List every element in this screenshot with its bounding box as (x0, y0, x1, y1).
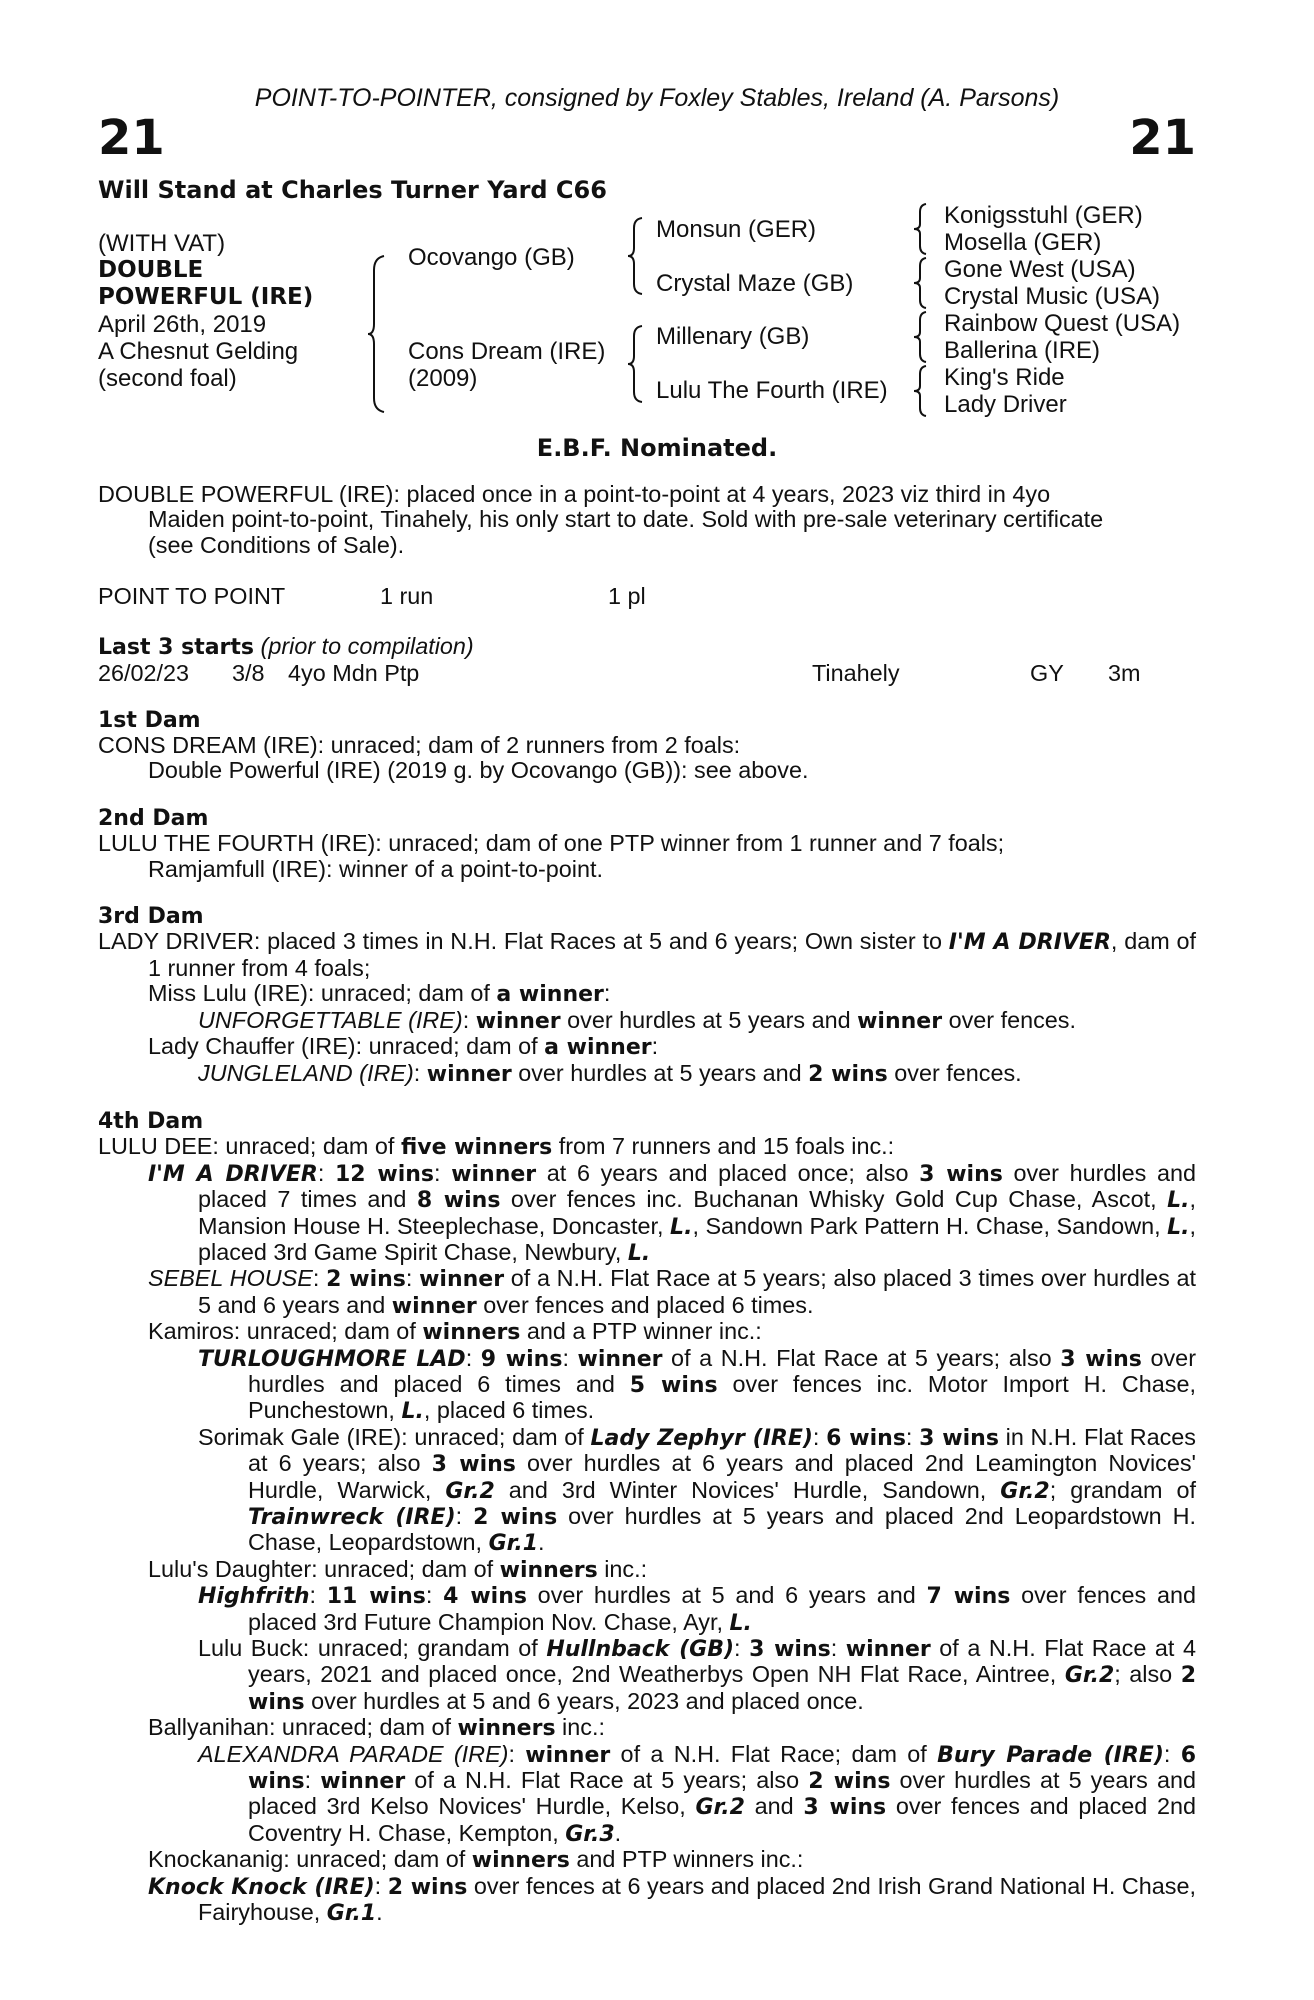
pedigree-sire: Ocovango (GB) (408, 244, 575, 271)
horse-name-line2: POWERFUL (IRE) (98, 284, 314, 310)
dam4-text: LULU DEE: unraced; dam of five winners from 7 runners and 15 foals inc.: (98, 1133, 895, 1161)
dam3-unforgettable: UNFORGETTABLE (IRE): winner over hurdles at 5 years and winner over fences. (198, 1006, 1076, 1034)
g-brace-1 (914, 202, 928, 256)
dam4-title: 4th Dam (98, 1108, 204, 1134)
dam4-im-a-driver: I'M A DRIVER: 12 wins: winner at 6 years and placed once; also 3 wins over hurdles and placed 7 times and 8 wins over fences inc. Buchanan Whisky Gold Cup Chase, Ascot, L., Mansion House H. Steeplechase, Doncaster, L., Sandown Park Pattern H. Chase, Sandown, L., placed 3rd Game Spirit Chase, Newbury, L. (148, 1159, 1196, 1266)
summary-line1: DOUBLE POWERFUL (IRE): placed once in a point-to-point at 4 years, 2023 viz third in 4yo (98, 481, 1051, 507)
last-start-row (98, 661, 1196, 686)
start-race: 4yo Mdn Ptp (288, 659, 420, 686)
horse-name-line1: DOUBLE (98, 257, 204, 283)
dam3-text: LADY DRIVER: placed 3 times in N.H. Flat Races at 5 and 6 years; Own sister to I'M A DRIVER, dam of 1 runner from 4 foals; (98, 928, 1196, 981)
dam4-highfrith: Highfrith: 11 wins: 4 wins over hurdles at 5 and 6 years and 7 wins over fences and placed 3rd Future Champion Nov. Chase, Ayr, L. (198, 1582, 1196, 1636)
pedigree-g1: Konigsstuhl (GER) (944, 202, 1143, 229)
dam3-jungleland: JUNGLELAND (IRE): winner over hurdles at 5 years and 2 wins over fences. (198, 1059, 1022, 1087)
start-course: Tinahely (812, 659, 900, 686)
pedigree-g3: Gone West (USA) (944, 256, 1136, 283)
vat-note: (WITH VAT) (98, 230, 226, 257)
consignment-header: POINT-TO-POINTER, consigned by Foxley Stables, Ireland (A. Parsons) (254, 84, 1060, 112)
stand-location: Will Stand at Charles Turner Yard C66 (98, 176, 607, 204)
g-brace-2 (914, 256, 928, 310)
pedigree-g7: King's Ride (944, 364, 1065, 391)
dam4-turloughmore-lad: TURLOUGHMORE LAD: 9 wins: winner of a N.H. Flat Race at 5 years; also 3 wins over hurdles and placed 6 times and 5 wins over fences inc. Motor Import H. Chase, Punchestown, L., placed 6 times. (198, 1344, 1197, 1425)
dam1-produce: Double Powerful (IRE) (2019 g. by Ocovango (GB)): see above. (148, 757, 809, 784)
dam3-lady-chauffer: Lady Chauffer (IRE): unraced; dam of a winner: (148, 1033, 659, 1061)
pedigree-dam-year: (2009) (408, 365, 478, 392)
dam4-sorimak-gale: Sorimak Gale (IRE): unraced; dam of Lady Zephyr (IRE): 6 wins: 3 wins in N.H. Flat Races at 6 years; also 3 wins over hurdles at 6 years and placed 2nd Leamington Novices' Hurdle, Warwick, Gr.2 and 3rd Winter Novices' Hurdle, Sandown, Gr.2; grandam of Trainwreck (IRE): 2 wins over hurdles at 5 years and placed 2nd Leopardstown H. Chase, Leopardstown, Gr.1. (198, 1423, 1197, 1557)
dam1-title: 1st Dam (98, 707, 201, 733)
g-brace-3 (914, 310, 928, 364)
dam1-text: CONS DREAM (IRE): unraced; dam of 2 runners from 2 foals: (98, 732, 741, 759)
record-label: POINT TO POINT (98, 583, 286, 610)
record-runs: 1 run (380, 583, 434, 610)
ebf-nominated: E.B.F. Nominated. (536, 434, 778, 462)
start-going: GY (1030, 659, 1064, 686)
dam3-title: 3rd Dam (98, 904, 204, 930)
last-starts-note: (prior to compilation) (260, 633, 474, 660)
pedigree-g2: Mosella (GER) (944, 229, 1102, 256)
foaling-date: April 26th, 2019 (98, 311, 267, 338)
dam4-ballyanihan: Ballyanihan: unraced; dam of winners inc.: (148, 1714, 605, 1742)
race-summary (98, 482, 1196, 558)
dam4-sebel-house: SEBEL HOUSE: 2 wins: winner of a N.H. Flat Race at 5 years; also placed 3 times over hurdles at 5 and 6 years and winner over fences and placed 6 times. (148, 1265, 1197, 1319)
dam2-text: LULU THE FOURTH (IRE): unraced; dam of one PTP winner from 1 runner and 7 foals; (98, 830, 1005, 857)
dam4-knock-knock: Knock Knock (IRE): 2 wins over fences at 6 years and placed 2nd Irish Grand National H. Chase, Fairyhouse, Gr.1. (148, 1872, 1197, 1927)
dam4-lulus-daughter: Lulu's Daughter: unraced; dam of winners inc.: (148, 1555, 648, 1583)
pedigree-g4: Crystal Music (USA) (944, 283, 1161, 310)
dam-line-brace (628, 324, 644, 404)
lot-number-right: 21 (1129, 110, 1196, 166)
start-date: 26/02/23 (98, 659, 190, 686)
sire-line-brace (628, 216, 644, 296)
record-placed: 1 pl (608, 583, 646, 610)
last-starts-heading (98, 634, 1196, 660)
pedigree-g6: Ballerina (IRE) (944, 337, 1101, 364)
pedigree-dam-dam: Lulu The Fourth (IRE) (656, 377, 888, 404)
sire-dam-brace (368, 254, 388, 414)
dam4-knockananig: Knockananig: unraced; dam of winners and PTP winners inc.: (148, 1846, 804, 1874)
g-brace-4 (914, 364, 928, 418)
foal-note: (second foal) (98, 365, 237, 392)
last-starts-title: Last 3 starts (98, 635, 255, 661)
pedigree-g5: Rainbow Quest (USA) (944, 310, 1181, 337)
dam4-kamiros: Kamiros: unraced; dam of winners and a PTP winner inc.: (148, 1318, 762, 1346)
dam4-alexandra-parade: ALEXANDRA PARADE (IRE): winner of a N.H. Flat Race; dam of Bury Parade (IRE): 6 wins: winner of a N.H. Flat Race at 5 years; also 2 wins over hurdles at 5 years and placed 3rd Kelso Novices' Hurdle, Kelso, Gr.2 and 3 wins over fences and placed 2nd Coventry H. Chase, Kempton, Gr.3. (198, 1740, 1197, 1847)
horse-description: A Chesnut Gelding (98, 338, 299, 365)
pedigree-dam-sire: Millenary (GB) (656, 323, 810, 350)
dam3-miss-lulu: Miss Lulu (IRE): unraced; dam of a winner: (148, 980, 611, 1008)
dam4-lulu-buck: Lulu Buck: unraced; grandam of Hullnback (GB): 3 wins: winner of a N.H. Flat Race at 4 years, 2021 and placed once, 2nd Weatherbys Open NH Flat Race, Aintree, Gr.2; also 2 wins over hurdles at 5 and 6 years, 2023 and placed once. (198, 1635, 1197, 1715)
dam2-produce: Ramjamfull (IRE): winner of a point-to-point. (148, 855, 603, 882)
summary-line2: Maiden point-to-point, Tinahely, his only start to date. Sold with pre-sale veterinary certificate (148, 506, 1104, 533)
pedigree-sire-dam: Crystal Maze (GB) (656, 270, 854, 297)
race-record (98, 584, 1196, 609)
pedigree-sire-sire: Monsun (GER) (656, 216, 817, 243)
start-distance: 3m (1108, 659, 1141, 686)
catalogue-body (98, 482, 1196, 1927)
horse-details (98, 230, 313, 392)
lot-number-left: 21 (98, 110, 165, 166)
pedigree-dam: Cons Dream (IRE) (408, 338, 606, 365)
start-position: 3/8 (232, 659, 265, 686)
summary-line3: (see Conditions of Sale). (148, 531, 405, 558)
pedigree-g8: Lady Driver (944, 391, 1067, 418)
dam2-title: 2nd Dam (98, 805, 209, 831)
